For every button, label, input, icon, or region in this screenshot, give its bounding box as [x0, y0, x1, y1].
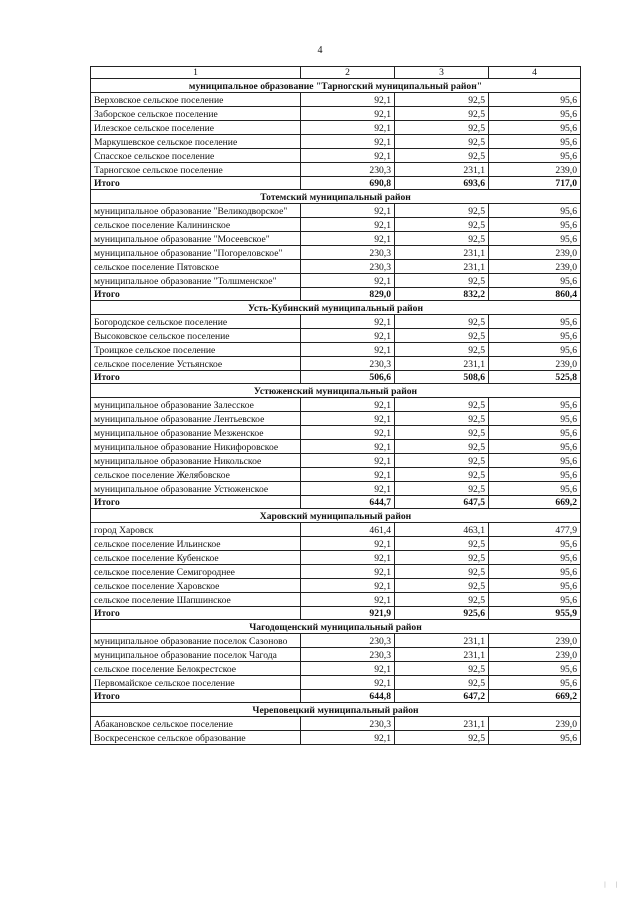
value-col-4: 95,6 — [489, 551, 581, 565]
value-col-2: 92,1 — [301, 454, 395, 468]
value-col-4: 239,0 — [489, 260, 581, 274]
settlement-name: Воскресенское сельское образование — [91, 731, 301, 745]
total-col-3: 647,5 — [395, 496, 489, 509]
column-number: 4 — [489, 67, 581, 79]
total-col-2: 829,0 — [301, 288, 395, 301]
value-col-2: 92,1 — [301, 93, 395, 107]
table-row — [91, 246, 581, 260]
table-row — [91, 717, 581, 731]
section-header-row — [91, 509, 581, 523]
settlement-name: сельское поселение Кубенское — [91, 551, 301, 565]
value-col-4: 95,6 — [489, 579, 581, 593]
total-col-4: 669,2 — [489, 496, 581, 509]
value-col-3: 92,5 — [395, 343, 489, 357]
total-label: Итого — [91, 177, 301, 190]
total-row — [91, 177, 581, 190]
settlement-name: муниципальное образование Залесское — [91, 398, 301, 412]
value-col-2: 92,1 — [301, 537, 395, 551]
value-col-4: 95,6 — [489, 676, 581, 690]
value-col-2: 92,1 — [301, 731, 395, 745]
value-col-4: 239,0 — [489, 246, 581, 260]
value-col-3: 92,5 — [395, 107, 489, 121]
column-number-row — [91, 67, 581, 79]
value-col-3: 92,5 — [395, 218, 489, 232]
value-col-2: 230,3 — [301, 260, 395, 274]
section-header-row — [91, 620, 581, 634]
settlement-name: Маркушевское сельское поселение — [91, 135, 301, 149]
value-col-4: 95,6 — [489, 343, 581, 357]
settlement-name: Илезское сельское поселение — [91, 121, 301, 135]
table-row — [91, 204, 581, 218]
value-col-3: 231,1 — [395, 260, 489, 274]
section-title: Усть-Кубинский муниципальный район — [91, 301, 581, 315]
value-col-4: 95,6 — [489, 537, 581, 551]
settlement-name: сельское поселение Шапшинское — [91, 593, 301, 607]
settlement-name: сельское поселение Белокрестское — [91, 662, 301, 676]
value-col-4: 239,0 — [489, 648, 581, 662]
value-col-3: 92,5 — [395, 121, 489, 135]
value-col-4: 95,6 — [489, 93, 581, 107]
table-row — [91, 634, 581, 648]
settlement-name: муниципальное образование Мезженское — [91, 426, 301, 440]
table-body — [91, 67, 581, 745]
value-col-4: 95,6 — [489, 149, 581, 163]
value-col-4: 239,0 — [489, 357, 581, 371]
settlement-name: город Харовск — [91, 523, 301, 537]
total-label: Итого — [91, 607, 301, 620]
value-col-2: 92,1 — [301, 121, 395, 135]
value-col-3: 92,5 — [395, 731, 489, 745]
value-col-2: 92,1 — [301, 274, 395, 288]
value-col-4: 95,6 — [489, 662, 581, 676]
value-col-4: 95,6 — [489, 731, 581, 745]
section-title: Чагодощенский муниципальный район — [91, 620, 581, 634]
value-col-4: 95,6 — [489, 204, 581, 218]
settlement-name: Богородское сельское поселение — [91, 315, 301, 329]
value-col-4: 95,6 — [489, 315, 581, 329]
value-col-2: 92,1 — [301, 343, 395, 357]
value-col-2: 92,1 — [301, 676, 395, 690]
value-col-2: 230,3 — [301, 648, 395, 662]
value-col-2: 230,3 — [301, 357, 395, 371]
value-col-3: 92,5 — [395, 232, 489, 246]
value-col-4: 95,6 — [489, 412, 581, 426]
value-col-4: 95,6 — [489, 454, 581, 468]
budget-table — [90, 66, 581, 745]
value-col-4: 95,6 — [489, 232, 581, 246]
table-row — [91, 523, 581, 537]
value-col-2: 92,1 — [301, 565, 395, 579]
column-number: 1 — [91, 67, 301, 79]
value-col-2: 92,1 — [301, 232, 395, 246]
value-col-3: 231,1 — [395, 634, 489, 648]
settlement-name: Первомайское сельское поселение — [91, 676, 301, 690]
total-label: Итого — [91, 496, 301, 509]
value-col-2: 230,3 — [301, 634, 395, 648]
settlement-name: муниципальное образование Никифоровское — [91, 440, 301, 454]
value-col-2: 230,3 — [301, 246, 395, 260]
value-col-4: 95,6 — [489, 398, 581, 412]
table-row — [91, 551, 581, 565]
table-row — [91, 426, 581, 440]
value-col-2: 92,1 — [301, 426, 395, 440]
value-col-4: 95,6 — [489, 593, 581, 607]
value-col-4: 95,6 — [489, 107, 581, 121]
value-col-4: 95,6 — [489, 482, 581, 496]
value-col-2: 92,1 — [301, 218, 395, 232]
value-col-4: 95,6 — [489, 565, 581, 579]
total-col-2: 644,8 — [301, 690, 395, 703]
value-col-3: 92,5 — [395, 551, 489, 565]
section-header-row — [91, 79, 581, 93]
table-row — [91, 398, 581, 412]
total-col-3: 925,6 — [395, 607, 489, 620]
table-row — [91, 648, 581, 662]
settlement-name: сельское поселение Семигороднее — [91, 565, 301, 579]
total-row — [91, 690, 581, 703]
total-col-3: 832,2 — [395, 288, 489, 301]
value-col-3: 92,5 — [395, 468, 489, 482]
value-col-3: 92,5 — [395, 149, 489, 163]
value-col-2: 92,1 — [301, 329, 395, 343]
settlement-name: сельское поселение Устьянское — [91, 357, 301, 371]
total-col-2: 644,7 — [301, 496, 395, 509]
total-col-2: 506,6 — [301, 371, 395, 384]
section-title: Череповецкий муниципальный район — [91, 703, 581, 717]
section-header-row — [91, 190, 581, 204]
table-row — [91, 662, 581, 676]
settlement-name: сельское поселение Харовское — [91, 579, 301, 593]
total-label: Итого — [91, 371, 301, 384]
table-row — [91, 731, 581, 745]
value-col-3: 92,5 — [395, 537, 489, 551]
settlement-name: сельское поселение Калининское — [91, 218, 301, 232]
settlement-name: муниципальное образование Никольское — [91, 454, 301, 468]
table-row — [91, 329, 581, 343]
value-col-2: 230,3 — [301, 717, 395, 731]
value-col-2: 92,1 — [301, 398, 395, 412]
total-col-3: 693,6 — [395, 177, 489, 190]
table-row — [91, 454, 581, 468]
table-row — [91, 565, 581, 579]
total-col-2: 690,8 — [301, 177, 395, 190]
settlement-name: сельское поселение Пятовское — [91, 260, 301, 274]
value-col-2: 92,1 — [301, 412, 395, 426]
value-col-4: 95,6 — [489, 426, 581, 440]
value-col-2: 461,4 — [301, 523, 395, 537]
value-col-4: 95,6 — [489, 440, 581, 454]
value-col-4: 95,6 — [489, 121, 581, 135]
value-col-3: 463,1 — [395, 523, 489, 537]
section-header-row — [91, 703, 581, 717]
settlement-name: муниципальное образование "Толшменское" — [91, 274, 301, 288]
value-col-3: 92,5 — [395, 329, 489, 343]
value-col-2: 92,1 — [301, 440, 395, 454]
value-col-4: 95,6 — [489, 329, 581, 343]
value-col-2: 92,1 — [301, 135, 395, 149]
value-col-3: 92,5 — [395, 315, 489, 329]
value-col-3: 231,1 — [395, 357, 489, 371]
value-col-3: 231,1 — [395, 717, 489, 731]
total-col-3: 647,2 — [395, 690, 489, 703]
value-col-3: 92,5 — [395, 676, 489, 690]
total-col-4: 860,4 — [489, 288, 581, 301]
value-col-3: 92,5 — [395, 482, 489, 496]
table-row — [91, 412, 581, 426]
table-row — [91, 107, 581, 121]
value-col-3: 92,5 — [395, 440, 489, 454]
total-col-3: 508,6 — [395, 371, 489, 384]
value-col-3: 231,1 — [395, 246, 489, 260]
value-col-2: 92,1 — [301, 579, 395, 593]
value-col-4: 239,0 — [489, 634, 581, 648]
total-row — [91, 371, 581, 384]
value-col-3: 92,5 — [395, 426, 489, 440]
section-title: Устюженский муниципальный район — [91, 384, 581, 398]
total-row — [91, 496, 581, 509]
value-col-4: 95,6 — [489, 468, 581, 482]
settlement-name: Троицкое сельское поселение — [91, 343, 301, 357]
settlement-name: муниципальное образование поселок Сазоново — [91, 634, 301, 648]
total-col-2: 921,9 — [301, 607, 395, 620]
settlement-name: муниципальное образование "Мосеевское" — [91, 232, 301, 246]
value-col-3: 92,5 — [395, 593, 489, 607]
value-col-4: 477,9 — [489, 523, 581, 537]
total-row — [91, 288, 581, 301]
value-col-2: 230,3 — [301, 163, 395, 177]
settlement-name: муниципальное образование "Великодворское" — [91, 204, 301, 218]
value-col-2: 92,1 — [301, 482, 395, 496]
table-row — [91, 163, 581, 177]
table-row — [91, 232, 581, 246]
settlement-name: Тарногское сельское поселение — [91, 163, 301, 177]
value-col-2: 92,1 — [301, 551, 395, 565]
settlement-name: сельское поселение Ильинское — [91, 537, 301, 551]
settlement-name: муниципальное образование поселок Чагода — [91, 648, 301, 662]
table-row — [91, 121, 581, 135]
scan-mark: ᛁ ᛁ — [602, 881, 622, 889]
column-number: 3 — [395, 67, 489, 79]
section-header-row — [91, 301, 581, 315]
value-col-3: 92,5 — [395, 204, 489, 218]
value-col-3: 92,5 — [395, 565, 489, 579]
value-col-4: 95,6 — [489, 218, 581, 232]
table-row — [91, 468, 581, 482]
page-number: 4 — [317, 45, 323, 56]
total-col-4: 525,8 — [489, 371, 581, 384]
value-col-2: 92,1 — [301, 468, 395, 482]
settlement-name: Заборское сельское поселение — [91, 107, 301, 121]
table-row — [91, 593, 581, 607]
value-col-3: 92,5 — [395, 412, 489, 426]
value-col-3: 92,5 — [395, 135, 489, 149]
value-col-3: 92,5 — [395, 274, 489, 288]
table-row — [91, 537, 581, 551]
value-col-4: 239,0 — [489, 163, 581, 177]
value-col-2: 92,1 — [301, 204, 395, 218]
table-row — [91, 274, 581, 288]
value-col-3: 231,1 — [395, 648, 489, 662]
section-title: муниципальное образование "Тарногский муниципальный район" — [91, 79, 581, 93]
total-label: Итого — [91, 288, 301, 301]
settlement-name: муниципальное образование Устюженское — [91, 482, 301, 496]
settlement-name: Высоковское сельское поселение — [91, 329, 301, 343]
table-row — [91, 93, 581, 107]
value-col-3: 231,1 — [395, 163, 489, 177]
value-col-2: 92,1 — [301, 107, 395, 121]
section-header-row — [91, 384, 581, 398]
table-row — [91, 482, 581, 496]
value-col-2: 92,1 — [301, 149, 395, 163]
settlement-name: Абакановское сельское поселение — [91, 717, 301, 731]
total-col-4: 955,9 — [489, 607, 581, 620]
table-row — [91, 260, 581, 274]
total-col-4: 717,0 — [489, 177, 581, 190]
table-row — [91, 440, 581, 454]
settlement-name: Верховское сельское поселение — [91, 93, 301, 107]
table-row — [91, 343, 581, 357]
value-col-3: 92,5 — [395, 454, 489, 468]
total-label: Итого — [91, 690, 301, 703]
section-title: Тотемский муниципальный район — [91, 190, 581, 204]
value-col-3: 92,5 — [395, 398, 489, 412]
table-row — [91, 579, 581, 593]
value-col-2: 92,1 — [301, 315, 395, 329]
table-row — [91, 315, 581, 329]
value-col-3: 92,5 — [395, 93, 489, 107]
settlement-name: муниципальное образование Лентьевское — [91, 412, 301, 426]
column-number: 2 — [301, 67, 395, 79]
table-row — [91, 135, 581, 149]
table-row — [91, 357, 581, 371]
settlement-name: сельское поселение Желябовское — [91, 468, 301, 482]
value-col-3: 92,5 — [395, 579, 489, 593]
table-row — [91, 149, 581, 163]
total-row — [91, 607, 581, 620]
value-col-2: 92,1 — [301, 662, 395, 676]
value-col-3: 92,5 — [395, 662, 489, 676]
table-row — [91, 676, 581, 690]
value-col-2: 92,1 — [301, 593, 395, 607]
value-col-4: 95,6 — [489, 135, 581, 149]
total-col-4: 669,2 — [489, 690, 581, 703]
value-col-4: 239,0 — [489, 717, 581, 731]
settlement-name: Спасское сельское поселение — [91, 149, 301, 163]
value-col-4: 95,6 — [489, 274, 581, 288]
section-title: Харовский муниципальный район — [91, 509, 581, 523]
table-row — [91, 218, 581, 232]
settlement-name: муниципальное образование "Погореловское" — [91, 246, 301, 260]
